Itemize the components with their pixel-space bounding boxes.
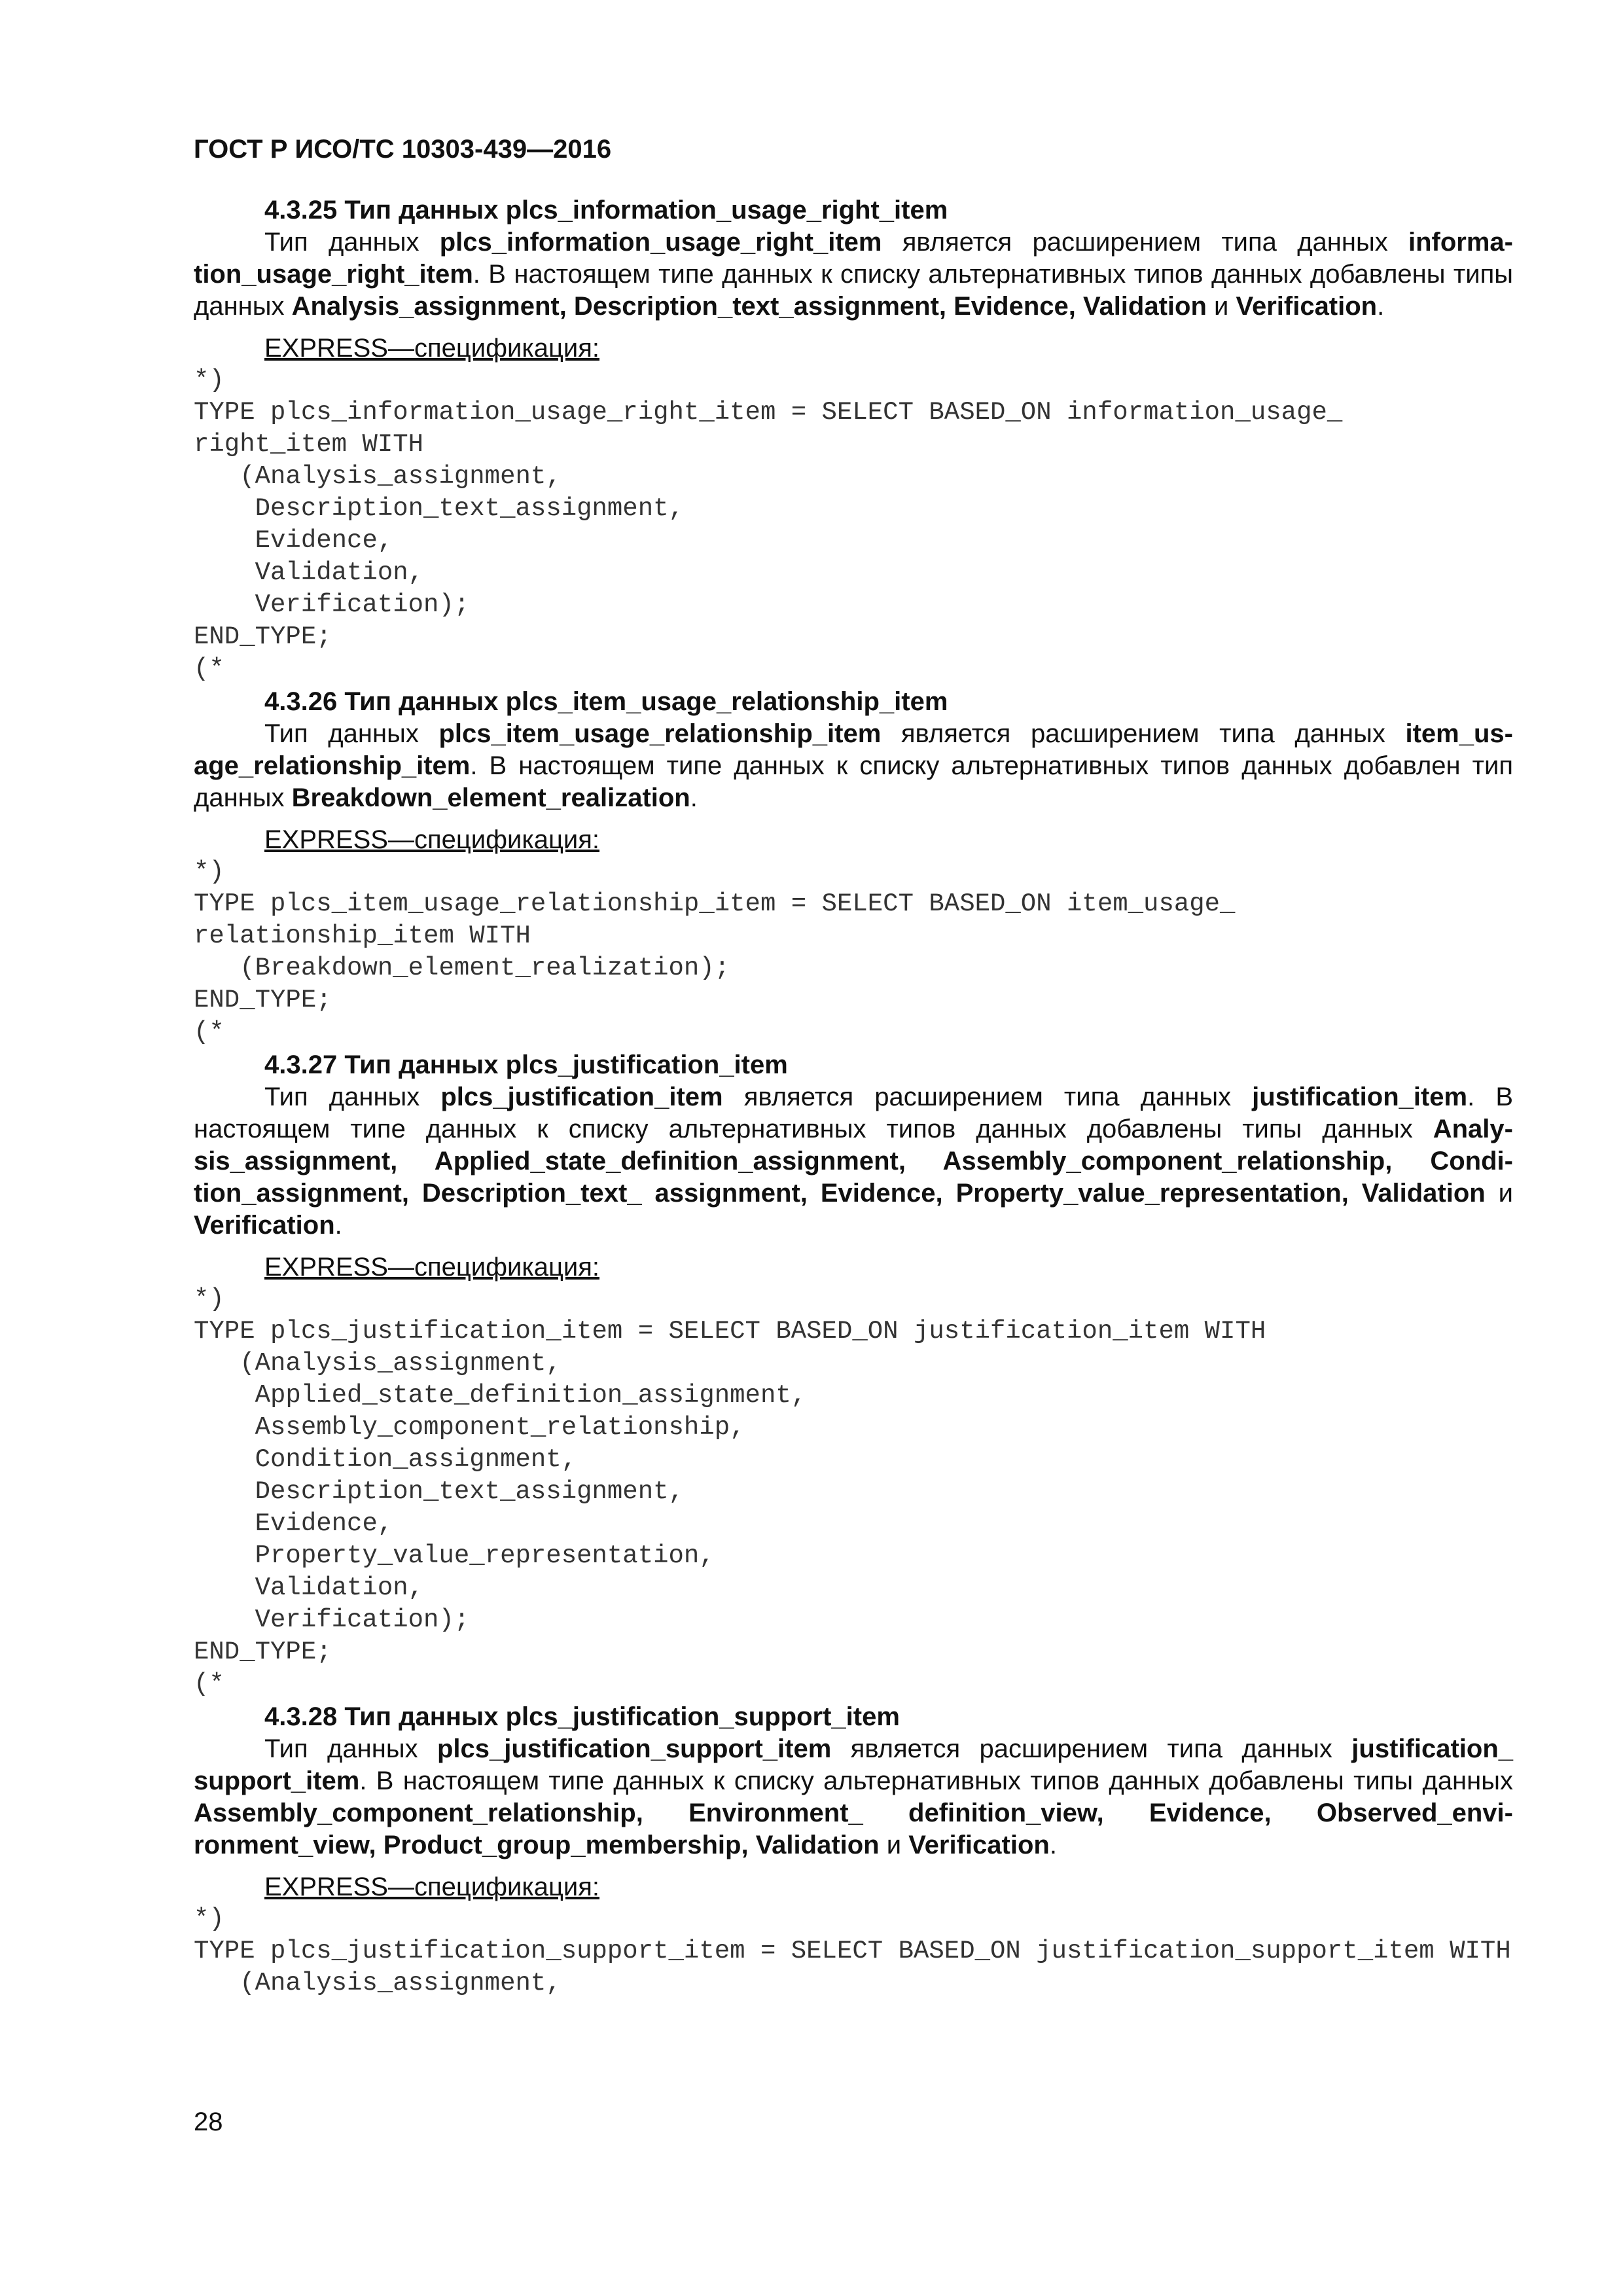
- document-page: [194, 131, 1513, 2199]
- code-line: Applied_state_definition_assignment,: [194, 1381, 807, 1410]
- code-line: (Analysis_assignment,: [194, 1349, 562, 1378]
- express-spec-label: EXPRESS—спецификация:: [264, 825, 600, 854]
- code-line: Description_text_assignment,: [194, 494, 684, 523]
- bold-text-run: plcs_item_usage_relationship_item: [438, 719, 882, 748]
- text-run: .: [1377, 292, 1385, 321]
- code-line: *): [194, 1285, 224, 1314]
- code-line: (Breakdown_element_realization);: [194, 954, 730, 982]
- text-run: . В настоящем типе данных к списку альтернативных типов данных добавлен тип данных: [194, 751, 1513, 812]
- code-line: Property_value_representation,: [194, 1541, 715, 1570]
- text-run: является расширением типа данных: [722, 1083, 1253, 1111]
- code-line: TYPE plcs_justification_support_item = SELECT BASED_ON justification_support_item WITH: [194, 1937, 1511, 1965]
- section-title: 4.3.25 Тип данных plcs_information_usage_right_item: [264, 196, 948, 224]
- code-line: Condition_assignment,: [194, 1445, 577, 1474]
- bold-text-run: information_usage_right_item: [194, 228, 1513, 289]
- bold-text-run: Analysis_assignment, Applied_state_definition_assignment, Assembly_component_relationship, Condition_assignment, Description_text_ assignment, Evidence, Property_value_representation, Validation: [194, 1115, 1513, 1208]
- text-run: Тип данных: [264, 719, 439, 748]
- code-line: relationship_item WITH: [194, 922, 531, 950]
- bold-text-run: Verification: [908, 1831, 1050, 1859]
- bold-text-run: justification_ support_item: [194, 1734, 1513, 1795]
- text-run: и: [879, 1831, 909, 1859]
- code-line: Description_text_assignment,: [194, 1477, 684, 1506]
- bold-text-run: item_usage_relationship_item: [194, 719, 1513, 780]
- bold-text-run: plcs_justification_item: [440, 1083, 723, 1111]
- text-run: .: [1049, 1831, 1057, 1859]
- code-line: *): [194, 857, 224, 886]
- express-spec-label: EXPRESS—спецификация:: [264, 334, 600, 363]
- code-line: Verification);: [194, 1605, 470, 1634]
- express-spec-label: EXPRESS—спецификация:: [264, 1253, 600, 1282]
- code-line: Verification);: [194, 590, 470, 619]
- code-line: END_TYPE;: [194, 1638, 332, 1666]
- text-run: и: [1206, 292, 1236, 321]
- code-line: Evidence,: [194, 526, 393, 555]
- text-run: Тип данных: [264, 1083, 441, 1111]
- code-line: TYPE plcs_justification_item = SELECT BASED_ON justification_item WITH: [194, 1317, 1266, 1346]
- bold-text-run: plcs_justification_support_item: [437, 1734, 832, 1763]
- section-paragraph: [194, 1081, 1513, 1242]
- code-line: (Analysis_assignment,: [194, 462, 562, 491]
- bold-text-run: Verification: [194, 1211, 335, 1240]
- sections-container: [194, 194, 1513, 2000]
- code-line: END_TYPE;: [194, 986, 332, 1014]
- section-paragraph: [194, 718, 1513, 814]
- section-paragraph: [194, 226, 1513, 323]
- text-run: Тип данных: [264, 228, 440, 257]
- section-title: 4.3.28 Тип данных plcs_justification_support_item: [264, 1702, 900, 1731]
- section: [194, 194, 1513, 685]
- section-paragraph: [194, 1733, 1513, 1861]
- text-run: является расширением типа данных: [881, 719, 1406, 748]
- text-run: и: [1485, 1179, 1513, 1208]
- text-run: является расширением типа данных: [831, 1734, 1352, 1763]
- bold-text-run: plcs_information_usage_right_item: [439, 228, 882, 257]
- code-line: (Analysis_assignment,: [194, 1969, 562, 1998]
- bold-text-run: Verification: [1236, 292, 1378, 321]
- code-line: Validation,: [194, 558, 424, 587]
- document-header: ГОСТ Р ИСО/ТС 10303-439—2016: [194, 135, 612, 164]
- code-line: Validation,: [194, 1573, 424, 1602]
- code-line: TYPE plcs_information_usage_right_item = SELECT BASED_ON information_usage_: [194, 398, 1343, 427]
- bold-text-run: Assembly_component_relationship, Environment_ definition_view, Evidence, Observed_environment_view, Product_group_membership, Validation: [194, 1799, 1513, 1859]
- section-title: 4.3.26 Тип данных plcs_item_usage_relationship_item: [264, 687, 948, 716]
- bold-text-run: justification_item: [1252, 1083, 1468, 1111]
- section: [194, 1700, 1513, 2000]
- code-line: Evidence,: [194, 1509, 393, 1538]
- text-run: .: [334, 1211, 342, 1240]
- code-line: right_item WITH: [194, 430, 424, 459]
- text-run: Тип данных: [264, 1734, 437, 1763]
- code-line: *): [194, 366, 224, 395]
- code-line: TYPE plcs_item_usage_relationship_item = SELECT BASED_ON item_usage_: [194, 889, 1236, 918]
- section: [194, 1049, 1513, 1700]
- section: [194, 685, 1513, 1049]
- text-run: . В настоящем типе данных к списку альтернативных типов данных добавлены типы данных: [359, 1767, 1513, 1795]
- text-run: .: [690, 783, 698, 812]
- code-line: (*: [194, 1018, 224, 1047]
- section-title: 4.3.27 Тип данных plcs_justification_item: [264, 1050, 788, 1079]
- bold-text-run: Analysis_assignment, Description_text_assignment, Evidence, Validation: [291, 292, 1207, 321]
- bold-text-run: Breakdown_element_realization: [291, 783, 690, 812]
- code-line: (*: [194, 1670, 224, 1698]
- code-line: Assembly_component_relationship,: [194, 1413, 745, 1442]
- code-line: END_TYPE;: [194, 622, 332, 651]
- express-spec-label: EXPRESS—спецификация:: [264, 1873, 600, 1901]
- code-line: (*: [194, 655, 224, 683]
- text-run: . В настоящем типе данных к списку альтернативных типов данных добавлены типы данных: [194, 260, 1513, 321]
- code-line: *): [194, 1905, 224, 1933]
- text-run: . В настоящем типе данных к списку альтернативных типов данных добавлены типы данных: [194, 1083, 1514, 1143]
- page-number: 28: [194, 2108, 223, 2136]
- text-run: является расширением типа данных: [882, 228, 1408, 257]
